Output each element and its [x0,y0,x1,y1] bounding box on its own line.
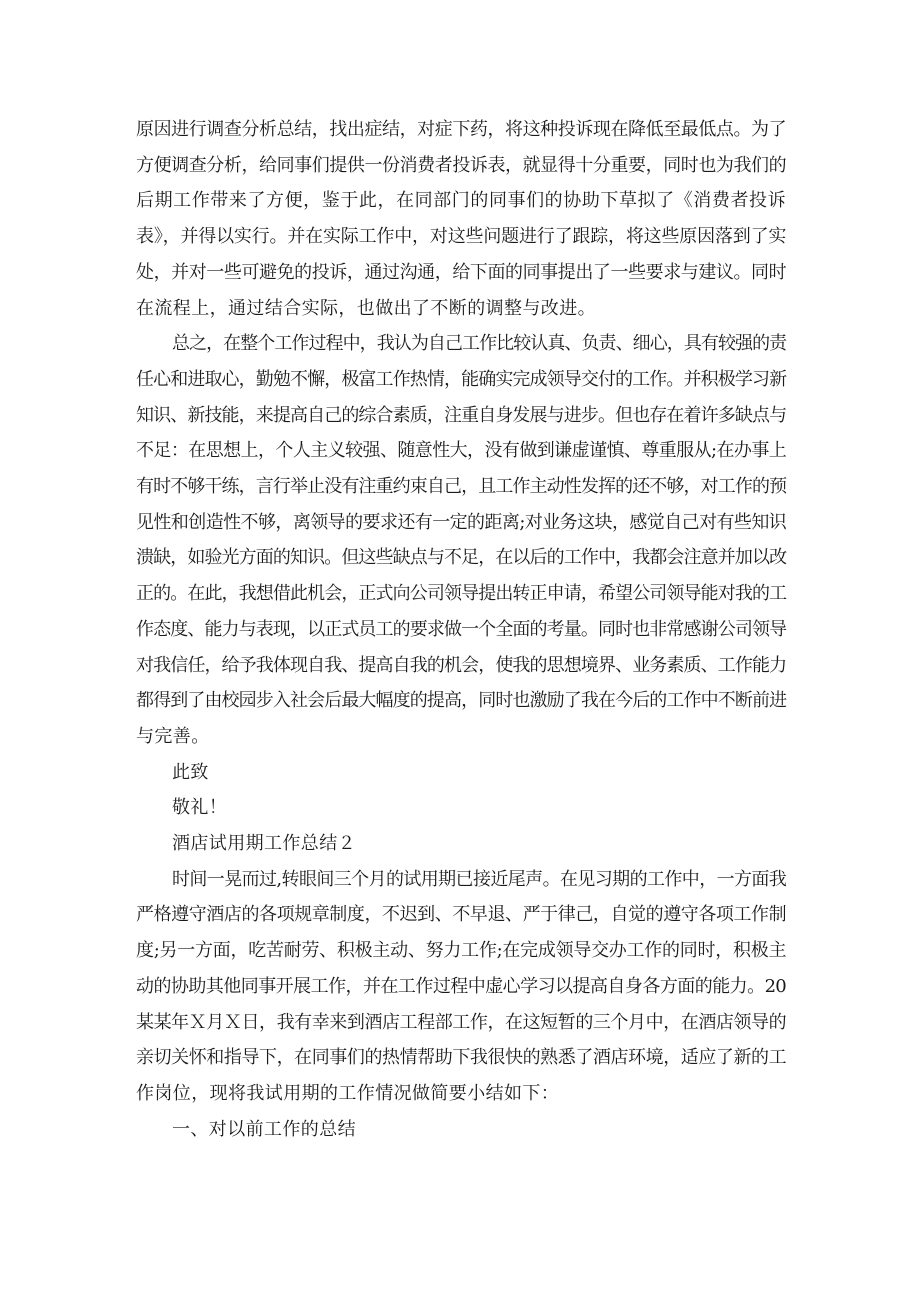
text-line: 作态度、能力与表现，以正式员工的要求做一个全面的考量。同时也非常感谢公司领导 [136,618,786,640]
paragraph [136,112,786,326]
paragraph [136,1112,786,1148]
text-line: 都得到了由校园步入社会后最大幅度的提高，同时也激励了我在今后的工作中不断前进 [136,690,786,712]
text-line: 总之，在整个工作过程中，我认为自己工作比较认真、负责、细心，具有较强的责 [172,333,786,355]
text-line: 作岗位，现将我试用期的工作情况做简要小结如下： [136,1082,560,1104]
text-line: 正的。在此，我想借此机会，正式向公司领导提出转正申请，希望公司领导能对我的工 [136,583,786,605]
document-body [136,112,786,1147]
text-line: 不足：在思想上，个人主义较强、随意性大，没有做到谦虚谨慎、尊重服从;在办事上 [136,440,786,462]
text-line: 严格遵守酒店的各项规章制度，不迟到、不早退、严于律己，自觉的遵守各项工作制 [136,904,786,926]
paragraph [136,826,786,862]
text-line: 在流程上，通过结合实际，也做出了不断的调整与改进。 [136,297,596,319]
text-line: 某某年Ｘ月Ｘ日，我有幸来到酒店工程部工作，在这短暂的三个月中，在酒店领导的 [136,1011,786,1033]
paragraph [136,326,786,754]
text-line: 敬礼！ [172,797,228,819]
text-line: 一、对以前工作的总结 [172,1118,356,1140]
text-line: 动的协助其他同事开展工作，并在工作过程中虚心学习以提高自身各方面的能力。20 [136,975,786,997]
text-line: 处，并对一些可避免的投诉，通过沟通，给下面的同事提出了一些要求与建议。同时 [136,261,786,283]
paragraph [136,755,786,791]
text-line: 方便调查分析，给同事们提供一份消费者投诉表，就显得十分重要，同时也为我们的 [136,154,786,176]
text-line: 原因进行调查分析总结，找出症结，对症下药，将这种投诉现在降低至最低点。为了 [136,119,786,140]
text-line: 后期工作带来了方便，鉴于此，在同部门的同事们的协助下草拟了《消费者投诉 [136,190,786,212]
text-line: 时间一晃而过,转眼间三个月的试用期已接近尾声。在见习期的工作中，一方面我 [172,868,786,890]
text-line: 对我信任，给予我体现自我、提高自我的机会，使我的思想境界、业务素质、工作能力 [136,654,786,676]
text-line: 亲切关怀和指导下，在同事们的热情帮助下我很快的熟悉了酒店环境，适应了新的工 [136,1047,786,1069]
paragraph [136,862,786,1112]
paragraph [136,790,786,826]
text-line: 表》，并得以实行。并在实际工作中，对这些问题进行了跟踪，将这些原因落到了实 [136,226,786,248]
text-line: 知识、新技能，来提高自己的综合素质，注重自身发展与进步。但也存在着许多缺点与 [136,404,786,426]
text-line: 见性和创造性不够，离领导的要求还有一定的距离;对业务这块，感觉自己对有些知识 [136,511,786,533]
text-line: 任心和进取心，勤勉不懈，极富工作热情，能确实完成领导交付的工作。并积极学习新 [136,368,786,390]
text-line: 溃缺，如验光方面的知识。但这些缺点与不足，在以后的工作中，我都会注意并加以改 [136,547,786,569]
text-line: 酒店试用期工作总结２ [172,833,356,855]
text-line: 与完善。 [136,725,210,747]
text-line: 有时不够干练，言行举止没有注重约束自己，且工作主动性发挥的还不够，对工作的预 [136,476,786,498]
text-line: 度;另一方面，吃苦耐劳、积极主动、努力工作;在完成领导交办工作的同时，积极主 [136,940,786,962]
text-line: 此致 [172,761,209,783]
